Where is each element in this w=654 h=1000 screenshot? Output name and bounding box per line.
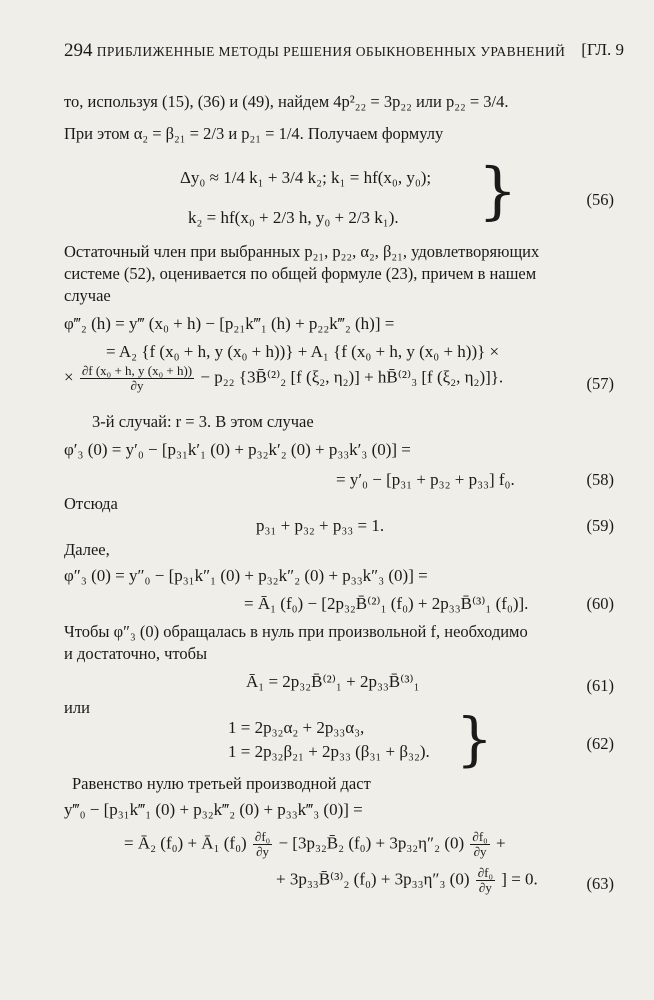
equation-56-line-2: k₂ = hf(x₀ + 2/3 h, y₀ + 2/3 k₁). xyxy=(188,208,399,227)
equation-59: p₃₁ + p₃₂ + p₃₃ = 1. xyxy=(256,516,385,535)
equation-tail: − p₂₂ {3B̄⁽²⁾₂ [f (ξ₂, η₂)] + hB̄⁽²⁾₃ [f (ξ₂, η₂)]}. xyxy=(200,367,504,387)
equation-57-line-3 xyxy=(64,364,503,394)
equation-63-line-1: y‴₀ − [p₃₁k‴₁ (0) + p₃₂k‴₂ (0) + p₃₃k‴₃ (0)] = xyxy=(64,800,363,819)
fraction-denominator: ∂y xyxy=(256,844,270,860)
equation-number: (60) xyxy=(586,594,614,613)
equation-57-line-2: = A₂ {f (x₀ + h, y (x₀ + h))} + A₁ {f (x₀ + h, y (x₀ + h))} × xyxy=(106,342,500,361)
partial-fraction xyxy=(253,830,272,860)
fraction-numerator: ∂f₀ xyxy=(472,829,488,844)
fraction-denominator: ∂y xyxy=(478,880,492,896)
equation-62-line-2: 1 = 2p₃₂β₂₁ + 2p₃₃ (β₃₁ + β₃₂). xyxy=(228,742,430,761)
equation-number: (61) xyxy=(586,676,614,695)
text-line: то, используя (15), (36) и (49), найдем 4p²₂₂ = 3p₂₂ или p₂₂ = 3/4. xyxy=(64,92,509,111)
equation-number: (56) xyxy=(586,190,614,209)
equation-58-line-1: φ′₃ (0) = y′₀ − [p₃₁k′₁ (0) + p₃₂k′₂ (0) + p₃₃k′₃ (0)] = xyxy=(64,440,411,459)
fraction-numerator: ∂f (x₀ + h, y (x₀ + h)) xyxy=(81,363,193,378)
page-number: 294 xyxy=(64,40,93,61)
equation-61: Ā₁ = 2p₃₂B̄⁽²⁾₁ + 2p₃₃B̄⁽³⁾₁ xyxy=(246,672,420,691)
fraction-numerator: ∂f₀ xyxy=(477,865,494,880)
right-brace: } xyxy=(456,705,493,773)
fraction-numerator: ∂f₀ xyxy=(254,829,271,844)
text-line: случае xyxy=(64,286,111,305)
equation-number: (58) xyxy=(586,470,614,489)
equation-part: + 3p₃₃B̄⁽³⁾₂ (f₀) + 3p₃₃η″₃ (0) xyxy=(276,869,470,889)
equation-62-line-1: 1 = 2p₃₂α₂ + 2p₃₃α₃, xyxy=(228,718,365,737)
fraction-denominator: ∂y xyxy=(130,378,144,394)
text-line: и достаточно, чтобы xyxy=(64,644,208,663)
equation-56-line-1: Δy₀ ≈ 1/4 k₁ + 3/4 k₂; k₁ = hf(x₀, y₀); xyxy=(180,168,432,187)
equation-number: (63) xyxy=(586,874,614,893)
right-brace: } xyxy=(478,154,518,227)
text-line: системе (52), оценивается по общей формуле (23), причем в нашем xyxy=(64,264,537,283)
running-header xyxy=(64,40,624,62)
equation-63-line-2 xyxy=(124,830,506,860)
text-line: Далее, xyxy=(64,540,110,559)
equation-part: ] = 0. xyxy=(501,869,538,889)
equation-57-line-1: φ‴₂ (h) = y‴ (x₀ + h) − [p₂₁k‴₁ (h) + p₂₂k‴₂ (h)] = xyxy=(64,314,395,333)
text-line: Остаточный член при выбранных p₂₁, p₂₂, α₂, β₂₁, удовлетворяющих xyxy=(64,242,540,261)
equation-part: − [3p₃₂B̄₂ (f₀) + 3p₃₂η″₂ (0) xyxy=(278,833,465,853)
equation-60-line-1: φ″₃ (0) = y″₀ − [p₃₁k″₁ (0) + p₃₂k″₂ (0) + p₃₃k″₃ (0)] = xyxy=(64,566,428,585)
equation-number: (57) xyxy=(586,374,614,393)
times-sign: × xyxy=(64,367,74,387)
partial-fraction xyxy=(80,364,194,394)
equation-60-line-2: = Ā₁ (f₀) − [2p₃₂B̄⁽²⁾₁ (f₀) + 2p₃₃B̄⁽³⁾₁ (f₀)]. xyxy=(244,594,529,613)
fraction-denominator: ∂y xyxy=(473,844,487,860)
partial-fraction xyxy=(470,830,489,860)
partial-fraction xyxy=(476,866,495,896)
text-line: При этом α₂ = β₂₁ = 2/3 и p₂₁ = 1/4. Получаем формулу xyxy=(64,124,444,143)
running-title: ПРИБЛИЖЕННЫЕ МЕТОДЫ РЕШЕНИЯ ОБЫКНОВЕННЫХ УРАВНЕНИЙ xyxy=(96,44,566,59)
equation-58-line-2: = y′₀ − [p₃₁ + p₃₂ + p₃₃] f₀. xyxy=(336,470,515,489)
text-line: Равенство нулю третьей производной даст xyxy=(72,774,371,793)
case-heading: 3-й случай: r = 3. В этом случае xyxy=(92,412,314,431)
equation-part: = Ā₂ (f₀) + Ā₁ (f₀) xyxy=(124,833,247,853)
equation-number: (62) xyxy=(586,734,614,753)
equation-number: (59) xyxy=(586,516,614,535)
text-line: Чтобы φ″₃ (0) обращалась в нуль при произвольной f, необходимо xyxy=(64,622,528,641)
equation-63-line-3 xyxy=(276,866,538,896)
text-line: или xyxy=(64,698,90,717)
text-line: Отсюда xyxy=(64,494,118,513)
chapter-label: [ГЛ. 9 xyxy=(581,40,624,59)
equation-part: + xyxy=(495,833,506,853)
